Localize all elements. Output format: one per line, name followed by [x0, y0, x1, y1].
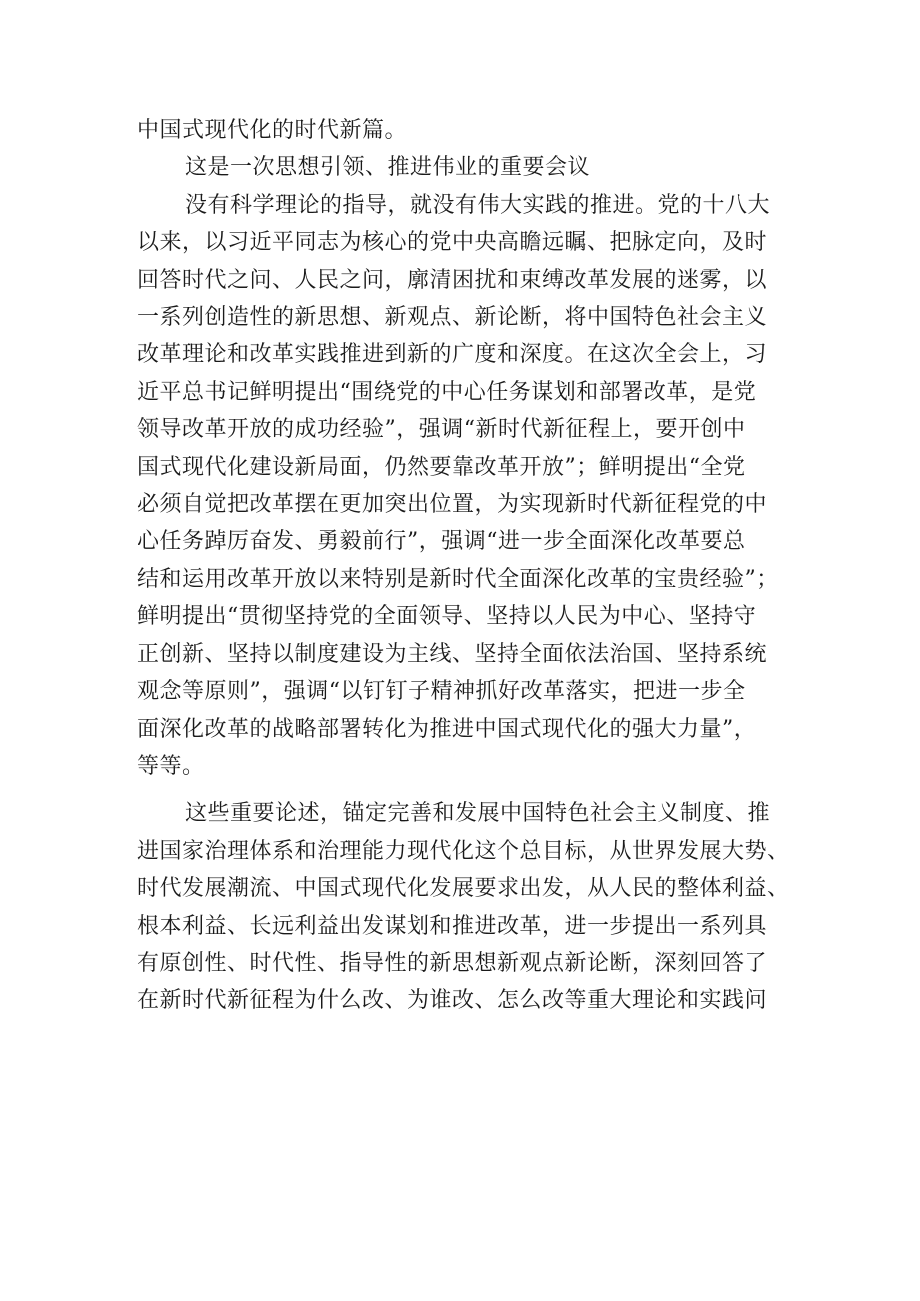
text-line: 领导改革开放的成功经验”，强调“新时代新征程上，要开创中 — [137, 417, 746, 443]
text-line: 进国家治理体系和治理能力现代化这个总目标，从世界发展大势、 — [137, 838, 790, 864]
paragraph-theory — [137, 187, 787, 786]
text-line: 观念等原则”，强调“以钉钉子精神抓好改革落实，把进一步全 — [137, 679, 746, 705]
text-line: 正创新、坚持以制度建设为主线、坚持全面依法治国、坚持系统 — [137, 641, 768, 667]
text-line: 近平总书记鲜明提出“围绕党的中心任务谋划和部署改革，是党 — [137, 379, 757, 405]
paragraph-discourse — [137, 795, 790, 1019]
text-line: 国式现代化建设新局面，仍然要靠改革开放”；鲜明提出“全党 — [137, 454, 746, 480]
text-line: 中国式现代化的时代新篇。 — [137, 118, 408, 143]
text-line: 结和运用改革开放以来特别是新时代全面深化改革的宝贵经验”； — [137, 566, 779, 592]
heading-line: 这是一次思想引领、推进伟业的重要会议 — [185, 155, 591, 181]
text-line: 以来，以习近平同志为核心的党中央高瞻远瞩、把脉定向，及时 — [137, 230, 768, 256]
text-line: 回答时代之问、人民之问，廓清困扰和束缚改革发展的迷雾，以 — [137, 267, 768, 293]
text-line: 有原创性、时代性、指导性的新思想新观点新论断，深刻回答了 — [137, 950, 768, 976]
text-line: 改革理论和改革实践推进到新的广度和深度。在这次全会上，习 — [137, 342, 768, 368]
text-line: 在新时代新征程为什么改、为谁改、怎么改等重大理论和实践问 — [137, 988, 768, 1014]
text-line: 没有科学理论的指导，就没有伟大实践的推进。党的十八大 — [185, 192, 771, 218]
text-line: 一系列创造性的新思想、新观点、新论断，将中国特色社会主义 — [137, 305, 768, 331]
text-line: 根本利益、长远利益出发谋划和推进改革，进一步提出一系列具 — [137, 913, 768, 939]
text-line: 这些重要论述，锚定完善和发展中国特色社会主义制度、推 — [185, 801, 771, 827]
text-line: 时代发展潮流、中国式现代化发展要求出发，从人民的整体利益、 — [137, 876, 790, 902]
paragraph-continuation — [137, 112, 787, 149]
text-line: 心任务踔厉奋发、勇毅前行”，强调“进一步全面深化改革要总 — [137, 529, 746, 555]
section-heading — [137, 149, 787, 186]
text-line: 等等。 — [137, 753, 205, 779]
document-body — [137, 112, 790, 1020]
text-line: 鲜明提出“贯彻坚持党的全面领导、坚持以人民为中心、坚持守 — [137, 604, 757, 630]
text-line: 面深化改革的战略部署转化为推进中国式现代化的强大力量”， — [137, 716, 757, 742]
text-line: 必须自觉把改革摆在更加突出位置，为实现新时代新征程党的中 — [137, 492, 768, 518]
